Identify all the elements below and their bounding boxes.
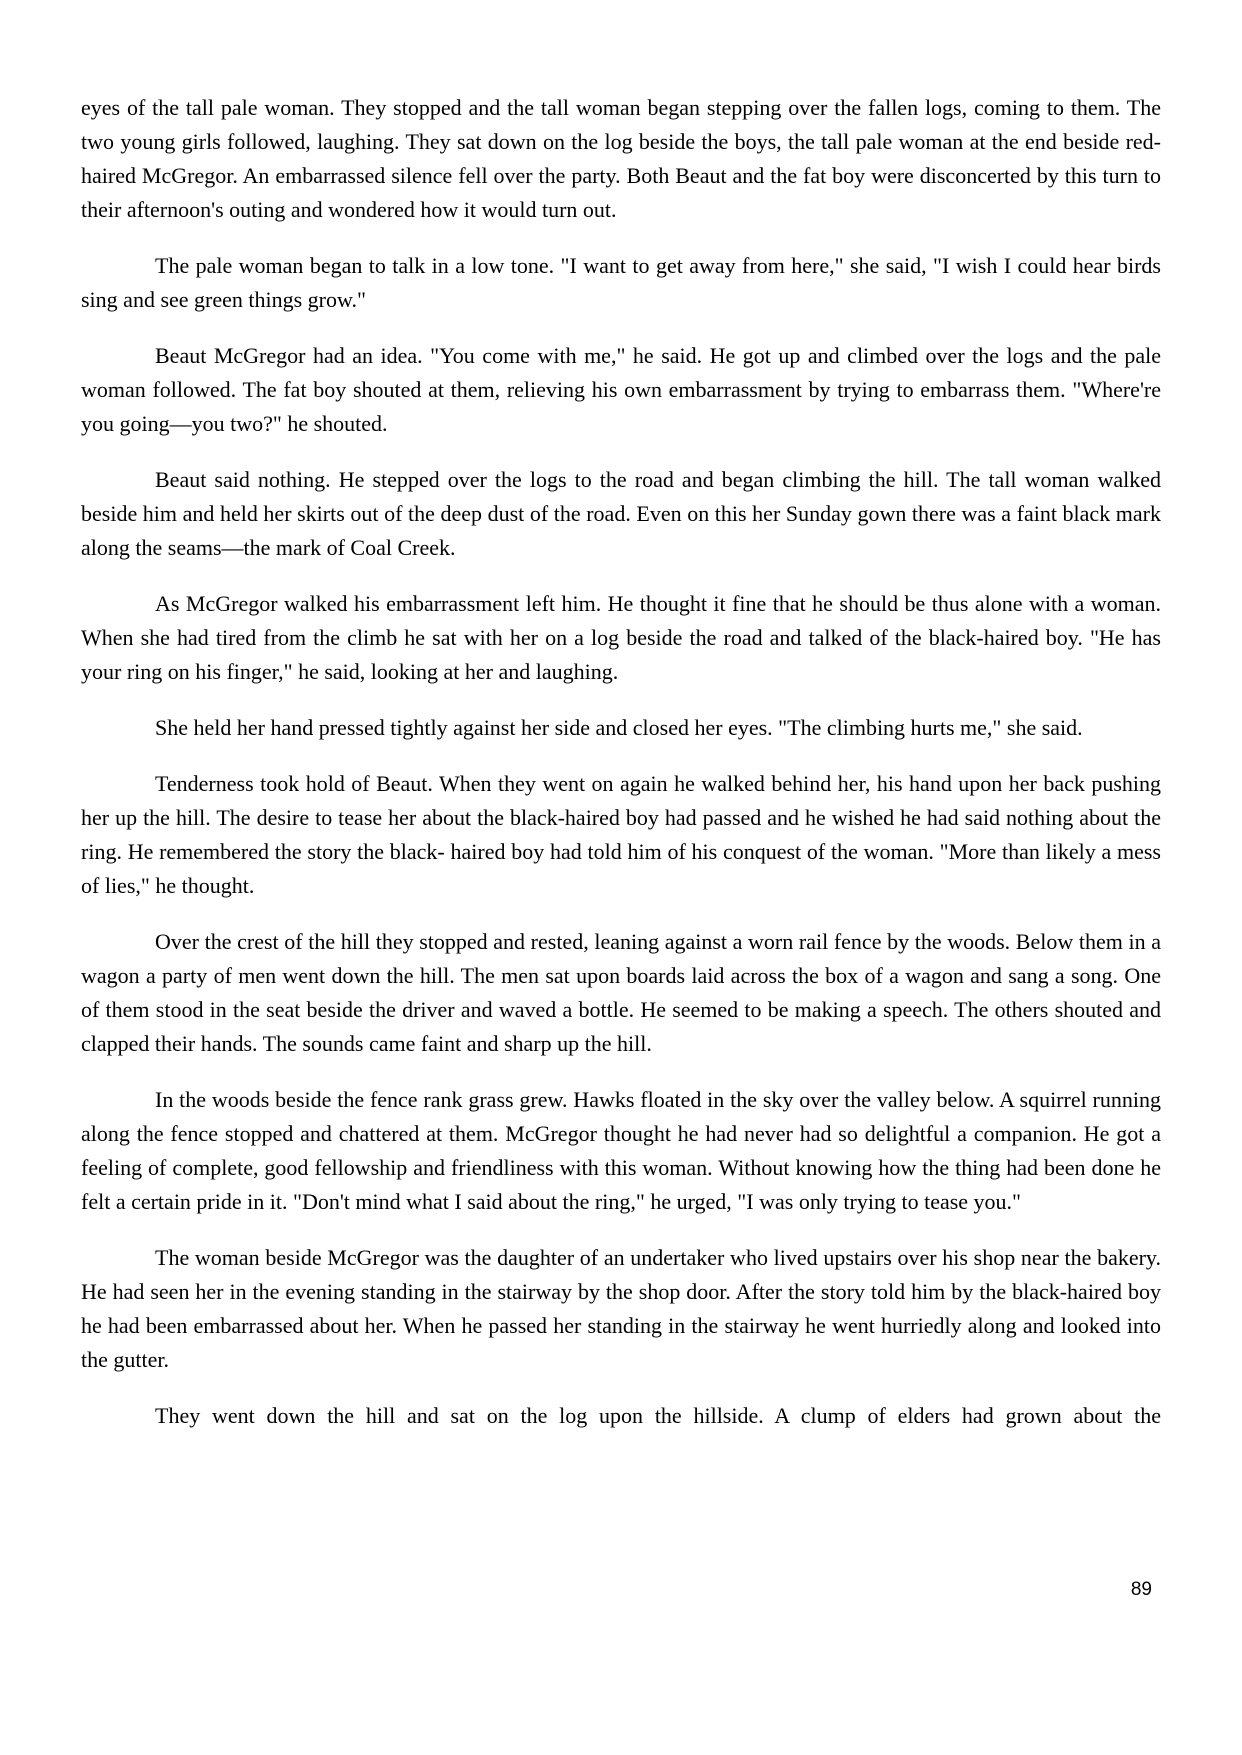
- paragraph-5: As McGregor walked his embarrassment left him. He thought it fine that he should be thus alone with a woman. When she had tired from the climb he sat with her on a log beside the road and talked of the black-haired boy. "He has your ring on his finger," he said, looking at her and laughing.: [81, 591, 1161, 684]
- paragraph-8: Over the crest of the hill they stopped and rested, leaning against a worn rail fence by the woods. Below them in a wagon a party of men went down the hill. The men sat upon boards laid across the box of a wagon and sang a song. One of them stood in the seat beside the driver and waved a bottle. He seemed to be making a speech. The others shouted and clapped their hands. The sounds came faint and sharp up the hill.: [81, 929, 1161, 1056]
- page-number: 89: [1130, 1579, 1152, 1600]
- paragraph-1: eyes of the tall pale woman. They stopped and the tall woman began stepping over the fallen logs, coming to them. The two young girls followed, laughing. They sat down on the log beside the boys, the tall pale woman at the end beside red-haired McGregor. An embarrassed silence fell over the party. Both Beaut and the fat boy were disconcerted by this turn to their afternoon's outing and wondered how it would turn out.: [81, 95, 1161, 222]
- paragraph-9: In the woods beside the fence rank grass grew. Hawks floated in the sky over the valley below. A squirrel running along the fence stopped and chattered at them. McGregor thought he had never had so delightful a companion. He got a feeling of complete, good fellowship and friendliness with this woman. Without knowing how the thing had been done he felt a certain pride in it. "Don't mind what I said about the ring," he urged, "I was only trying to tease you.": [81, 1087, 1161, 1214]
- paragraph-4: Beaut said nothing. He stepped over the logs to the road and began climbing the hill. The tall woman walked beside him and held her skirts out of the deep dust of the road. Even on this her Sunday gown there was a faint black mark along the seams—the mark of Coal Creek.: [81, 467, 1161, 560]
- paragraph-6: She held her hand pressed tightly against her side and closed her eyes. "The climbing hurts me," she said.: [155, 715, 1083, 740]
- paragraph-7: Tenderness took hold of Beaut. When they went on again he walked behind her, his hand upon her back pushing her up the hill. The desire to tease her about the black-haired boy had passed and he wished he had said nothing about the ring. He remembered the story the black- haired boy had told him of his conquest of the woman. "More than likely a mess of lies," he thought.: [81, 771, 1161, 898]
- page-body-text: [81, 91, 1161, 1455]
- paragraph-3: Beaut McGregor had an idea. "You come with me," he said. He got up and climbed over the logs and the pale woman followed. The fat boy shouted at them, relieving his own embarrassment by trying to embarrass them. "Where're you going—you two?" he shouted.: [81, 343, 1161, 436]
- paragraph-10: The woman beside McGregor was the daughter of an undertaker who lived upstairs over his shop near the bakery. He had seen her in the evening standing in the stairway by the shop door. After the story told him by the black-haired boy he had been embarrassed about her. When he passed her standing in the stairway he went hurriedly along and looked into the gutter.: [81, 1245, 1161, 1372]
- paragraph-11: They went down the hill and sat on the log upon the hillside. A clump of elders had grown about the: [155, 1403, 1161, 1428]
- paragraph-2: The pale woman began to talk in a low tone. "I want to get away from here," she said, "I wish I could hear birds sing and see green things grow.": [81, 253, 1161, 312]
